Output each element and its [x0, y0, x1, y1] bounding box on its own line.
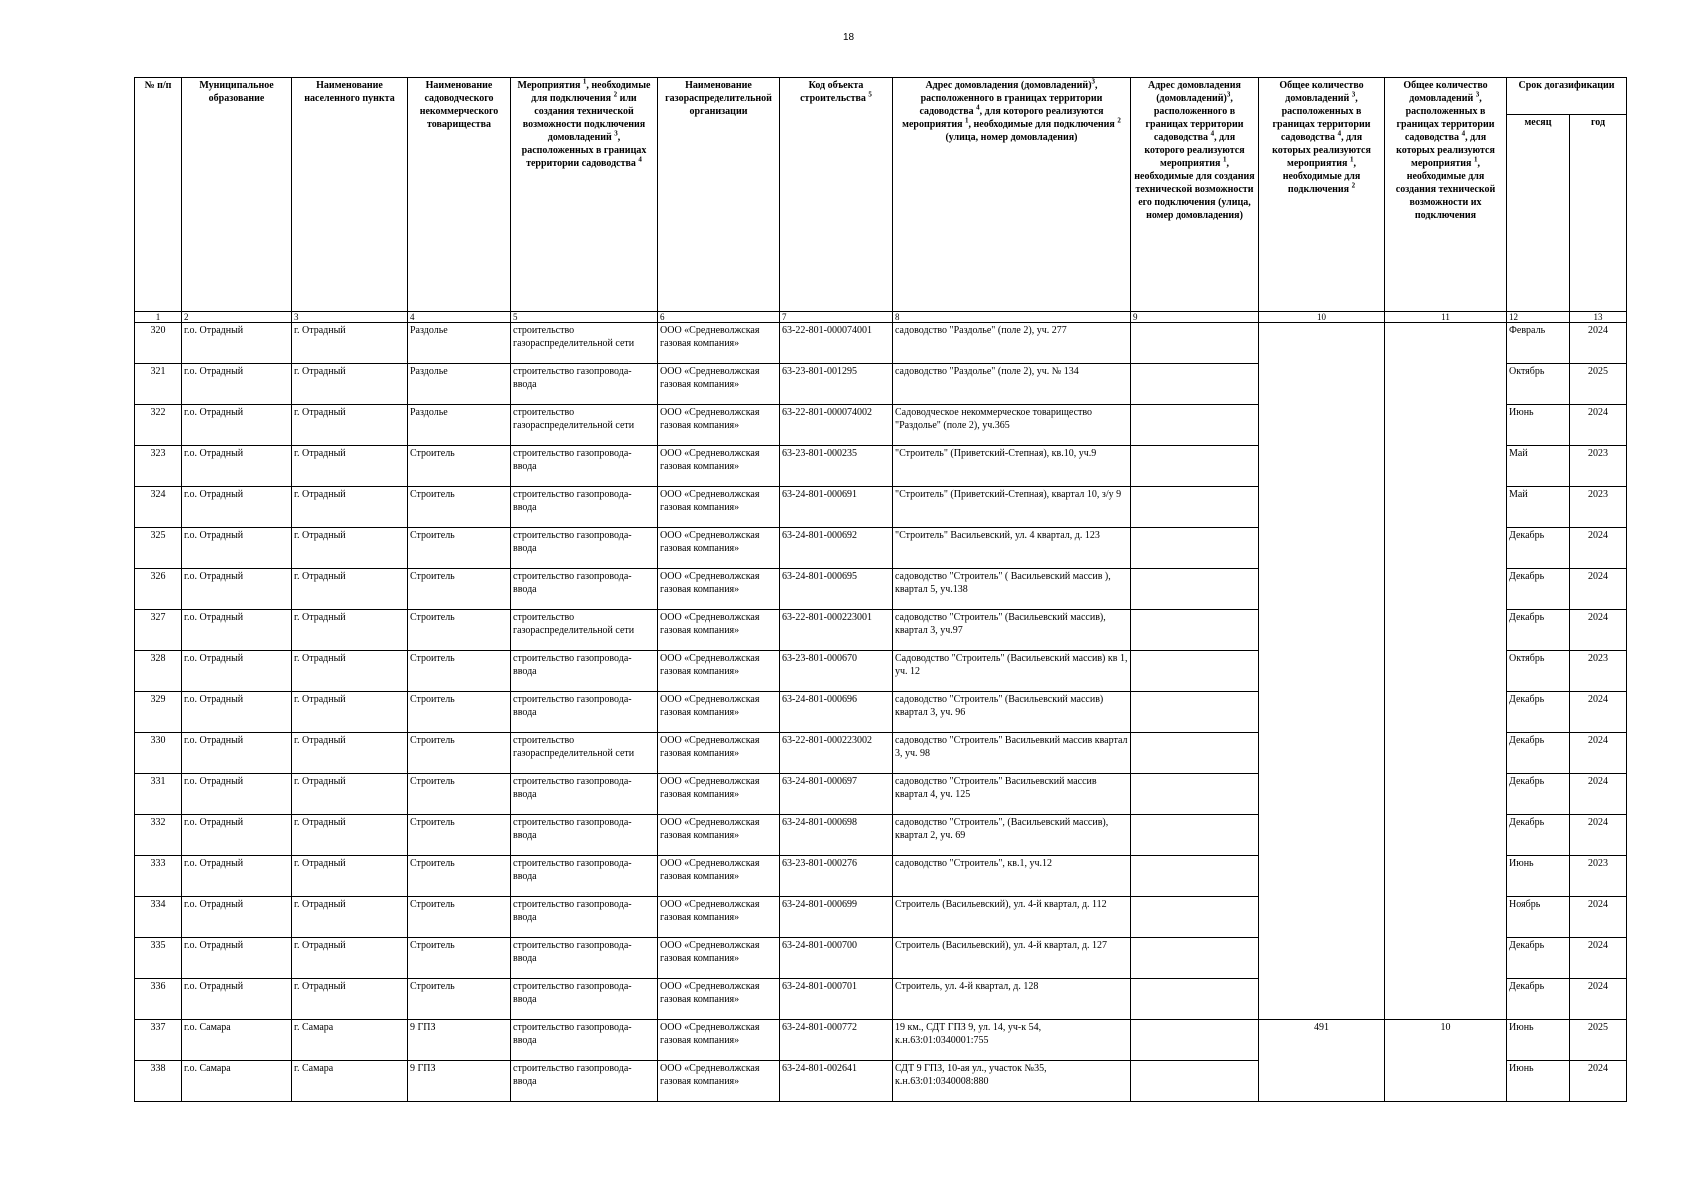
month-cell: Декабрь [1507, 569, 1570, 610]
locality-cell: г. Отрадный [292, 323, 408, 364]
total-connection-cell [1259, 323, 1385, 1020]
address-cell: садоводство "Строитель" Васильевский массив квартал 4, уч. 125 [893, 774, 1131, 815]
measure-cell: строительство газопровода-ввода [511, 938, 658, 979]
gas-org-cell: ООО «Средневолжская газовая компания» [658, 815, 780, 856]
year-cell: 2023 [1570, 487, 1627, 528]
municipality-cell: г.о. Отрадный [182, 774, 292, 815]
partnership-cell: Строитель [408, 528, 511, 569]
locality-cell: г. Отрадный [292, 815, 408, 856]
table-row [135, 1020, 1627, 1061]
month-cell: Декабрь [1507, 815, 1570, 856]
header-total-technical: Общее количество домовладений $^3$, расположенных в границах территории садоводства $^4$, для которых реализуются мероприятия $^1$, необходимые для создания технической возможности их подключения [1385, 78, 1507, 312]
month-cell: Декабрь [1507, 528, 1570, 569]
address-technical-cell [1131, 323, 1259, 364]
locality-cell: г. Отрадный [292, 774, 408, 815]
gas-org-cell: ООО «Средневолжская газовая компания» [658, 405, 780, 446]
gas-org-cell: ООО «Средневолжская газовая компания» [658, 733, 780, 774]
measure-cell: строительство газопровода-ввода [511, 774, 658, 815]
month-cell: Май [1507, 446, 1570, 487]
object-code-cell: 63-22-801-000223002 [780, 733, 893, 774]
month-cell: Июнь [1507, 405, 1570, 446]
header-locality: Наименование населенного пункта [292, 78, 408, 312]
column-number: 11 [1385, 312, 1507, 323]
municipality-cell: г.о. Отрадный [182, 856, 292, 897]
column-number: 6 [658, 312, 780, 323]
measure-cell: строительство газораспределительной сети [511, 405, 658, 446]
year-cell: 2024 [1570, 897, 1627, 938]
month-cell: Май [1507, 487, 1570, 528]
year-cell: 2024 [1570, 979, 1627, 1020]
partnership-cell: Строитель [408, 692, 511, 733]
gas-org-cell: ООО «Средневолжская газовая компания» [658, 569, 780, 610]
object-code-cell: 63-22-801-000074002 [780, 405, 893, 446]
month-cell: Декабрь [1507, 692, 1570, 733]
month-cell: Июнь [1507, 856, 1570, 897]
municipality-cell: г.о. Отрадный [182, 897, 292, 938]
locality-cell: г. Отрадный [292, 487, 408, 528]
locality-cell: г. Отрадный [292, 610, 408, 651]
locality-cell: г. Отрадный [292, 938, 408, 979]
header-year: год [1570, 115, 1627, 312]
gas-org-cell: ООО «Средневолжская газовая компания» [658, 1020, 780, 1061]
year-cell: 2023 [1570, 856, 1627, 897]
address-cell: СДТ 9 ГПЗ, 10-ая ул., участок №35, к.н.63:01:0340008:880 [893, 1061, 1131, 1102]
gas-org-cell: ООО «Средневолжская газовая компания» [658, 651, 780, 692]
municipality-cell: г.о. Отрадный [182, 569, 292, 610]
year-cell: 2024 [1570, 815, 1627, 856]
total-connection-cell: 491 [1259, 1020, 1385, 1102]
measure-cell: строительство газораспределительной сети [511, 733, 658, 774]
measure-cell: строительство газораспределительной сети [511, 323, 658, 364]
gas-org-cell: ООО «Средневолжская газовая компания» [658, 897, 780, 938]
address-technical-cell [1131, 528, 1259, 569]
object-code-cell: 63-22-801-000223001 [780, 610, 893, 651]
address-cell: Строитель (Васильевский), ул. 4-й квартал, д. 112 [893, 897, 1131, 938]
locality-cell: г. Отрадный [292, 651, 408, 692]
year-cell: 2024 [1570, 323, 1627, 364]
gas-org-cell: ООО «Средневолжская газовая компания» [658, 1061, 780, 1102]
address-technical-cell [1131, 405, 1259, 446]
municipality-cell: г.о. Отрадный [182, 651, 292, 692]
header-object-code: Код объекта строительства $^5$ [780, 78, 893, 312]
locality-cell: г. Отрадный [292, 856, 408, 897]
address-technical-cell [1131, 856, 1259, 897]
year-cell: 2025 [1570, 1020, 1627, 1061]
object-code-cell: 63-23-801-001295 [780, 364, 893, 405]
address-technical-cell [1131, 938, 1259, 979]
header-partnership: Наименование садоводческого некоммерческого товарищества [408, 78, 511, 312]
measure-cell: строительство газопровода-ввода [511, 528, 658, 569]
total-technical-cell: 10 [1385, 1020, 1507, 1102]
partnership-cell: 9 ГПЗ [408, 1061, 511, 1102]
object-code-cell: 63-24-801-000697 [780, 774, 893, 815]
municipality-cell: г.о. Самара [182, 1061, 292, 1102]
object-code-cell: 63-24-801-000701 [780, 979, 893, 1020]
municipality-cell: г.о. Отрадный [182, 405, 292, 446]
month-cell: Декабрь [1507, 938, 1570, 979]
partnership-cell: Строитель [408, 897, 511, 938]
address-technical-cell [1131, 815, 1259, 856]
header-deadline: Срок догазификации [1507, 78, 1627, 115]
address-technical-cell [1131, 487, 1259, 528]
header-num: № п/п [135, 78, 182, 312]
year-cell: 2024 [1570, 528, 1627, 569]
address-cell: садоводство "Строитель", (Васильевский массив), квартал 2, уч. 69 [893, 815, 1131, 856]
address-cell: садоводство "Строитель", кв.1, уч.12 [893, 856, 1131, 897]
address-cell: "Строитель" Васильевский, ул. 4 квартал, д. 123 [893, 528, 1131, 569]
year-cell: 2024 [1570, 774, 1627, 815]
address-technical-cell [1131, 774, 1259, 815]
measure-cell: строительство газопровода-ввода [511, 1061, 658, 1102]
locality-cell: г. Отрадный [292, 692, 408, 733]
address-technical-cell [1131, 446, 1259, 487]
year-cell: 2024 [1570, 692, 1627, 733]
address-cell: Строитель, ул. 4-й квартал, д. 128 [893, 979, 1131, 1020]
year-cell: 2024 [1570, 938, 1627, 979]
row-number: 325 [135, 528, 182, 569]
locality-cell: г. Отрадный [292, 733, 408, 774]
locality-cell: г. Отрадный [292, 569, 408, 610]
partnership-cell: Строитель [408, 569, 511, 610]
locality-cell: г. Отрадный [292, 528, 408, 569]
address-technical-cell [1131, 979, 1259, 1020]
header-month: месяц [1507, 115, 1570, 312]
row-number: 335 [135, 938, 182, 979]
measure-cell: строительство газопровода-ввода [511, 897, 658, 938]
header-address-connection: Адрес домовладения (домовладений)$^3$, расположенного в границах территории садоводства $^4$, для которого реализуются мероприятия $^1$, необходимые для подключения $^2$ (улица, номер домовладения) [893, 78, 1131, 312]
column-number: 9 [1131, 312, 1259, 323]
month-cell: Декабрь [1507, 610, 1570, 651]
row-number: 329 [135, 692, 182, 733]
object-code-cell: 63-24-801-000696 [780, 692, 893, 733]
partnership-cell: Раздолье [408, 323, 511, 364]
gas-org-cell: ООО «Средневолжская газовая компания» [658, 487, 780, 528]
row-number: 327 [135, 610, 182, 651]
gas-org-cell: ООО «Средневолжская газовая компания» [658, 692, 780, 733]
total-technical-cell [1385, 323, 1507, 1020]
column-number: 1 [135, 312, 182, 323]
address-cell: "Строитель" (Приветский-Степная), квартал 10, з/у 9 [893, 487, 1131, 528]
object-code-cell: 63-23-801-000276 [780, 856, 893, 897]
municipality-cell: г.о. Отрадный [182, 446, 292, 487]
municipality-cell: г.о. Отрадный [182, 487, 292, 528]
column-numbers-row [135, 312, 1627, 323]
row-number: 330 [135, 733, 182, 774]
object-code-cell: 63-24-801-000698 [780, 815, 893, 856]
object-code-cell: 63-24-801-000699 [780, 897, 893, 938]
locality-cell: г. Отрадный [292, 979, 408, 1020]
measure-cell: строительство газопровода-ввода [511, 364, 658, 405]
gas-org-cell: ООО «Средневолжская газовая компания» [658, 446, 780, 487]
measure-cell: строительство газопровода-ввода [511, 815, 658, 856]
table-row [135, 323, 1627, 364]
column-number: 8 [893, 312, 1131, 323]
month-cell: Декабрь [1507, 733, 1570, 774]
partnership-cell: Строитель [408, 733, 511, 774]
gas-org-cell: ООО «Средневолжская газовая компания» [658, 364, 780, 405]
locality-cell: г. Отрадный [292, 405, 408, 446]
partnership-cell: Строитель [408, 815, 511, 856]
column-number: 2 [182, 312, 292, 323]
header-row [135, 78, 1627, 115]
municipality-cell: г.о. Отрадный [182, 323, 292, 364]
partnership-cell: Раздолье [408, 405, 511, 446]
address-technical-cell [1131, 651, 1259, 692]
row-number: 326 [135, 569, 182, 610]
object-code-cell: 63-24-801-000700 [780, 938, 893, 979]
row-number: 331 [135, 774, 182, 815]
address-cell: садоводство "Строитель" (Васильевский массив) квартал 3, уч. 96 [893, 692, 1131, 733]
row-number: 338 [135, 1061, 182, 1102]
gas-org-cell: ООО «Средневолжская газовая компания» [658, 938, 780, 979]
municipality-cell: г.о. Отрадный [182, 528, 292, 569]
partnership-cell: Строитель [408, 938, 511, 979]
object-code-cell: 63-22-801-000074001 [780, 323, 893, 364]
header-total-connection: Общее количество домовладений $^3$, расположенных в границах территории садоводства $^4$, для которых реализуются мероприятия $^1$, необходимые для подключения $^2$ [1259, 78, 1385, 312]
year-cell: 2024 [1570, 405, 1627, 446]
month-cell: Февраль [1507, 323, 1570, 364]
address-technical-cell [1131, 692, 1259, 733]
municipality-cell: г.о. Отрадный [182, 364, 292, 405]
measure-cell: строительство газопровода-ввода [511, 651, 658, 692]
municipality-cell: г.о. Отрадный [182, 610, 292, 651]
year-cell: 2023 [1570, 651, 1627, 692]
column-number: 12 [1507, 312, 1570, 323]
address-technical-cell [1131, 610, 1259, 651]
address-cell: садоводство "Строитель" ( Васильевский массив ), квартал 5, уч.138 [893, 569, 1131, 610]
gas-org-cell: ООО «Средневолжская газовая компания» [658, 610, 780, 651]
partnership-cell: Строитель [408, 774, 511, 815]
month-cell: Декабрь [1507, 979, 1570, 1020]
column-number: 10 [1259, 312, 1385, 323]
measure-cell: строительство газопровода-ввода [511, 856, 658, 897]
address-technical-cell [1131, 1061, 1259, 1102]
address-technical-cell [1131, 569, 1259, 610]
measure-cell: строительство газораспределительной сети [511, 610, 658, 651]
address-technical-cell [1131, 1020, 1259, 1061]
measure-cell: строительство газопровода-ввода [511, 1020, 658, 1061]
address-technical-cell [1131, 897, 1259, 938]
year-cell: 2024 [1570, 1061, 1627, 1102]
measure-cell: строительство газопровода-ввода [511, 487, 658, 528]
row-number: 322 [135, 405, 182, 446]
address-cell: 19 км., СДТ ГПЗ 9, ул. 14, уч-к 54, к.н.63:01:0340001:755 [893, 1020, 1131, 1061]
address-technical-cell [1131, 733, 1259, 774]
year-cell: 2025 [1570, 364, 1627, 405]
row-number: 323 [135, 446, 182, 487]
month-cell: Декабрь [1507, 774, 1570, 815]
month-cell: Октябрь [1507, 364, 1570, 405]
object-code-cell: 63-24-801-000692 [780, 528, 893, 569]
gas-org-cell: ООО «Средневолжская газовая компания» [658, 323, 780, 364]
row-number: 321 [135, 364, 182, 405]
object-code-cell: 63-24-801-000691 [780, 487, 893, 528]
year-cell: 2024 [1570, 733, 1627, 774]
measure-cell: строительство газопровода-ввода [511, 692, 658, 733]
gas-org-cell: ООО «Средневолжская газовая компания» [658, 528, 780, 569]
column-number: 4 [408, 312, 511, 323]
partnership-cell: Строитель [408, 487, 511, 528]
partnership-cell: Строитель [408, 651, 511, 692]
address-cell: "Строитель" (Приветский-Степная), кв.10, уч.9 [893, 446, 1131, 487]
locality-cell: г. Отрадный [292, 364, 408, 405]
row-number: 328 [135, 651, 182, 692]
address-cell: Садоводство "Строитель" (Васильевский массив) кв 1, уч. 12 [893, 651, 1131, 692]
municipality-cell: г.о. Отрадный [182, 733, 292, 774]
address-cell: садоводство "Раздолье" (поле 2), уч. № 134 [893, 364, 1131, 405]
column-number: 13 [1570, 312, 1627, 323]
row-number: 336 [135, 979, 182, 1020]
header-municipality: Муниципальное образование [182, 78, 292, 312]
gasification-table [134, 77, 1627, 1102]
row-number: 324 [135, 487, 182, 528]
locality-cell: г. Отрадный [292, 446, 408, 487]
address-technical-cell [1131, 364, 1259, 405]
page-number: 18 [842, 32, 855, 43]
month-cell: Ноябрь [1507, 897, 1570, 938]
gas-org-cell: ООО «Средневолжская газовая компания» [658, 856, 780, 897]
partnership-cell: Строитель [408, 979, 511, 1020]
partnership-cell: Строитель [408, 610, 511, 651]
row-number: 337 [135, 1020, 182, 1061]
row-number: 333 [135, 856, 182, 897]
municipality-cell: г.о. Самара [182, 1020, 292, 1061]
locality-cell: г. Отрадный [292, 897, 408, 938]
gas-org-cell: ООО «Средневолжская газовая компания» [658, 979, 780, 1020]
column-number: 5 [511, 312, 658, 323]
municipality-cell: г.о. Отрадный [182, 938, 292, 979]
object-code-cell: 63-23-801-000235 [780, 446, 893, 487]
municipality-cell: г.о. Отрадный [182, 692, 292, 733]
row-number: 334 [135, 897, 182, 938]
table-body [135, 312, 1627, 1102]
month-cell: Октябрь [1507, 651, 1570, 692]
row-number: 320 [135, 323, 182, 364]
row-number: 332 [135, 815, 182, 856]
address-cell: садоводство "Строитель" (Васильевский массив), квартал 3, уч.97 [893, 610, 1131, 651]
partnership-cell: 9 ГПЗ [408, 1020, 511, 1061]
measure-cell: строительство газопровода-ввода [511, 979, 658, 1020]
address-cell: Садоводческое некоммерческое товарищество "Раздолье" (поле 2), уч.365 [893, 405, 1131, 446]
year-cell: 2024 [1570, 610, 1627, 651]
municipality-cell: г.о. Отрадный [182, 815, 292, 856]
month-cell: Июнь [1507, 1061, 1570, 1102]
measure-cell: строительство газопровода-ввода [511, 569, 658, 610]
address-cell: Строитель (Васильевский), ул. 4-й квартал, д. 127 [893, 938, 1131, 979]
object-code-cell: 63-24-801-002641 [780, 1061, 893, 1102]
address-cell: садоводство "Раздолье" (поле 2), уч. 277 [893, 323, 1131, 364]
month-cell: Июнь [1507, 1020, 1570, 1061]
partnership-cell: Строитель [408, 856, 511, 897]
column-number: 7 [780, 312, 893, 323]
object-code-cell: 63-23-801-000670 [780, 651, 893, 692]
year-cell: 2024 [1570, 569, 1627, 610]
partnership-cell: Раздолье [408, 364, 511, 405]
gas-org-cell: ООО «Средневолжская газовая компания» [658, 774, 780, 815]
partnership-cell: Строитель [408, 446, 511, 487]
header-measures: Мероприятия $^1$, необходимые для подключения $^2$ или создания технической возможности подключения домовладений $^3$, расположенных в границах территории садоводства $^4$ [511, 78, 658, 312]
locality-cell: г. Самара [292, 1020, 408, 1061]
municipality-cell: г.о. Отрадный [182, 979, 292, 1020]
header-address-technical: Адрес домовладения (домовладений)$^3$, расположенного в границах территории садоводства $^4$, для которого реализуются мероприятия $^1$, необходимые для создания технической возможности его подключения (улица, номер домовладения) [1131, 78, 1259, 312]
locality-cell: г. Самара [292, 1061, 408, 1102]
header-gas-org: Наименование газораспределительной организации [658, 78, 780, 312]
column-number: 3 [292, 312, 408, 323]
measure-cell: строительство газопровода-ввода [511, 446, 658, 487]
year-cell: 2023 [1570, 446, 1627, 487]
object-code-cell: 63-24-801-000772 [780, 1020, 893, 1061]
object-code-cell: 63-24-801-000695 [780, 569, 893, 610]
address-cell: садоводство "Строитель" Васильевкий массив квартал 3, уч. 98 [893, 733, 1131, 774]
